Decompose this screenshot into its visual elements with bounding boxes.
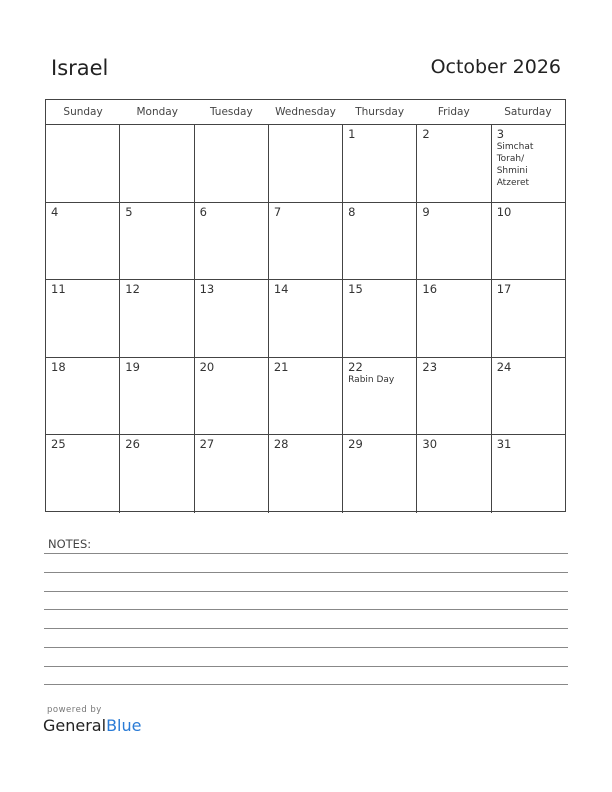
day-number: 26 [125,437,140,452]
notes-line [44,666,568,667]
day-cell [46,358,120,435]
day-cell [195,358,269,435]
day-number: 28 [273,437,289,452]
day-number: 8 [348,204,356,219]
day-number: 7 [273,204,282,219]
notes-line [44,628,568,629]
day-number: 17 [496,282,512,297]
week-row-5 [46,435,565,513]
week-row-4 [46,358,565,436]
week-row-3 [46,280,565,358]
day-cell [46,203,120,280]
day-cell [269,358,343,435]
day-number: 2 [422,127,430,141]
day-number: 13 [199,282,215,297]
day-number: 24 [496,359,512,374]
day-number: 11 [51,282,66,297]
month-title: October 2026 [430,56,561,78]
day-number: 25 [51,437,66,452]
day-number: 27 [199,437,215,452]
day-number: 3 [496,127,505,141]
day-number: 5 [125,204,133,219]
day-number: 20 [199,359,215,374]
day-cell [492,203,565,280]
day-number: 4 [51,204,59,219]
day-cell [195,435,269,513]
day-number: 1 [348,127,356,141]
day-cell [269,435,343,513]
notes-line [44,684,568,685]
notes-line [44,647,568,648]
notes-label: NOTES: [48,537,92,551]
day-cell [417,125,491,202]
day-number: 16 [422,282,438,297]
day-cell [46,280,120,357]
day-cell [417,203,491,280]
calendar-grid [45,99,566,512]
week-row-1 [46,125,565,203]
day-cell [120,280,194,357]
day-cell [269,125,343,202]
day-number: 30 [422,437,438,452]
day-cell [343,280,417,357]
day-cell [417,280,491,357]
day-cell [343,125,417,202]
day-cell [492,358,565,435]
day-cell [417,435,491,513]
day-number: 14 [273,282,289,297]
weekday-monday: Monday [136,106,178,118]
day-cell [492,435,565,513]
weekday-saturday: Saturday [504,106,552,118]
day-cell [195,125,269,202]
week-row-2 [46,203,565,281]
logo-general: General [43,716,107,735]
country-title: Israel [51,56,109,80]
day-cell [343,203,417,280]
day-cell [195,280,269,357]
holiday-label: Rabin Day [348,374,395,385]
day-number: 22 [348,359,363,374]
day-number: 23 [422,359,438,374]
day-number: 12 [125,282,140,297]
generalblue-logo [43,716,141,735]
notes-line [44,553,568,554]
weekday-tuesday: Tuesday [209,106,253,118]
day-cell [120,125,194,202]
notes-line [44,609,568,610]
day-number: 21 [273,359,289,374]
day-number: 19 [125,359,140,374]
day-cell [417,358,491,435]
weekday-wednesday: Wednesday [275,106,336,118]
day-cell [120,203,194,280]
day-cell [195,203,269,280]
weekday-sunday: Sunday [63,106,103,118]
day-number: 29 [348,437,363,452]
notes-line [44,572,568,573]
day-number: 9 [422,204,430,219]
day-cell [269,203,343,280]
day-number: 18 [51,359,66,374]
day-number: 10 [496,204,512,219]
day-cell [46,435,120,513]
day-cell [343,435,417,513]
day-number: 31 [496,437,512,452]
powered-by-text: powered by [47,705,102,715]
weekday-friday: Friday [437,106,470,118]
logo-blue: Blue [106,716,142,735]
day-cell [492,125,565,202]
day-cell [120,358,194,435]
notes-line [44,591,568,592]
day-cell [492,280,565,357]
day-number: 6 [199,204,207,219]
day-cell [120,435,194,513]
day-cell [343,358,417,435]
weekday-header [46,100,565,125]
weekday-thursday: Thursday [355,106,405,118]
day-cell [269,280,343,357]
day-cell [46,125,120,202]
day-number: 15 [348,282,363,297]
holiday-label: Simchat Torah/ Shmini Atzeret [496,142,534,188]
